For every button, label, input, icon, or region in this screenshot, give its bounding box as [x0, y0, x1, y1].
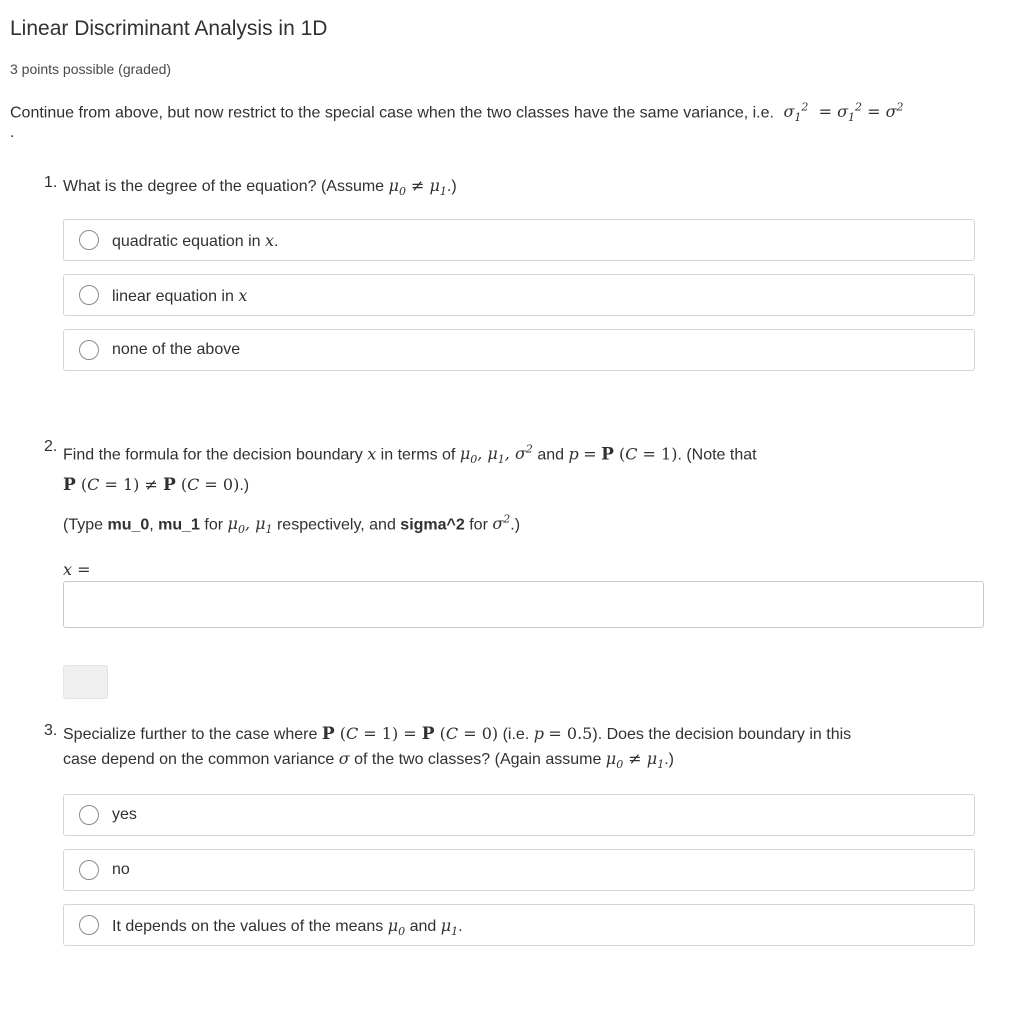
question-1-text: What is the degree of the equation? (Assume	[63, 178, 385, 195]
q2-hint: (Type mu_0, mu_1 for $\mu_0$, $\mu_1$ respectively, and sigma^2 for $\sigma^2$.)	[63, 513, 521, 537]
points-possible: 3 points possible (graded)	[10, 61, 172, 77]
choice-text: linear equation in	[112, 288, 234, 305]
question-text	[63, 722, 963, 777]
formula-mu0-neq-mu1: $\mu_0 \ne \mu_1$	[605, 749, 665, 772]
hint-sigma: sigma^2	[400, 516, 465, 534]
choice-label	[112, 286, 247, 306]
var-x: x	[265, 231, 275, 250]
q3-text-a: Specialize further to the case where	[63, 726, 318, 743]
hint-text: (Type	[63, 516, 104, 534]
var-x: x	[367, 444, 377, 464]
radio-button[interactable]	[79, 805, 99, 825]
question-text	[63, 438, 963, 498]
formula-C-eq-0: (C = 0)	[434, 724, 499, 743]
decision-boundary-input[interactable]	[63, 581, 984, 628]
question-number: 1.	[44, 174, 58, 191]
formula-mu01: $\mu_0$, $\mu_1$	[227, 514, 273, 537]
choice-label	[112, 916, 463, 938]
intro-trailing-dot: .	[10, 124, 15, 141]
var-mu0: $\mu_0$	[387, 916, 406, 939]
formula-mu0-neq-mu1: $\mu_0 \ne \mu_1$	[388, 176, 447, 199]
q2-text-e: .)	[239, 476, 250, 494]
radio-button[interactable]	[79, 230, 99, 250]
question-number: 2.	[44, 438, 58, 455]
choice-text-and: and	[409, 918, 437, 935]
q3-choice-depends[interactable]	[63, 904, 975, 946]
q1-choice-linear[interactable]	[63, 274, 975, 316]
radio-button[interactable]	[79, 285, 99, 305]
choice-suffix: .	[274, 233, 279, 250]
prob-symbol: P	[421, 724, 435, 744]
prob-symbol: P	[162, 474, 176, 495]
choice-label: yes	[112, 806, 137, 823]
choice-text: It depends on the values of the means	[112, 918, 384, 935]
choice-text: quadratic equation in	[112, 233, 261, 250]
q3-choice-no[interactable]	[63, 849, 975, 891]
prob-symbol: P	[601, 444, 614, 465]
question-1-text-end: .)	[446, 178, 457, 195]
prob-symbol: P	[321, 724, 335, 744]
formula-half: = 0.5	[548, 724, 593, 743]
choice-suffix: .	[458, 918, 463, 935]
question-number: 3.	[44, 722, 58, 739]
var-p: p	[533, 724, 544, 743]
formula-C-eq-1: (C = 1)	[613, 444, 678, 464]
var-sigma: σ	[338, 749, 350, 768]
formula-mu-sigma: $\mu_0$, $\mu_1$, $\sigma^2$	[459, 443, 533, 467]
choice-label: none of the above	[112, 341, 241, 358]
problem-intro	[10, 101, 904, 125]
radio-button[interactable]	[79, 915, 99, 935]
choice-label	[112, 231, 279, 251]
q3-text-c: ). Does the decision boundary in this	[592, 726, 852, 743]
question-2	[44, 438, 984, 498]
hint-text: for	[469, 516, 488, 534]
formula-note: (C = 1) ≠	[75, 474, 163, 494]
answer-label: x =	[63, 560, 91, 579]
intro-text: Continue from above, but now restrict to the special case when the two classes have the same variance, i.e.	[10, 104, 774, 122]
q2-text-d: . (Note that	[677, 446, 757, 464]
q1-choice-none[interactable]	[63, 329, 975, 371]
hint-text: respectively, and	[276, 516, 396, 534]
formula-equal-probs: (C = 1) =	[334, 724, 422, 743]
hint-text: for	[204, 516, 224, 534]
hint-mu0: mu_0	[107, 516, 150, 534]
radio-button[interactable]	[79, 860, 99, 880]
q2-text-b: in terms of	[380, 446, 456, 464]
q3-text-d: case depend on the common variance	[63, 751, 335, 768]
formula-C-eq-0: (C = 0)	[175, 474, 240, 494]
hint-mu1: mu_1	[158, 516, 200, 534]
var-x: x	[238, 286, 248, 305]
choice-label: no	[112, 861, 130, 878]
q1-choice-quadratic[interactable]	[63, 219, 975, 261]
q3-choice-yes[interactable]	[63, 794, 975, 836]
equals: =	[583, 444, 597, 464]
var-mu1: $\mu_1$	[440, 916, 459, 939]
intro-formula: $\sigma_1^2 = \sigma_1^2 = \sigma^2$	[778, 101, 904, 125]
question-1	[44, 174, 984, 204]
q3-text-b: (i.e.	[502, 726, 530, 743]
page-title: Linear Discriminant Analysis in 1D	[10, 17, 328, 40]
formula-p-def: p	[568, 444, 579, 464]
q3-text-f: .)	[664, 751, 674, 768]
hint-text: .)	[510, 516, 521, 534]
question-text	[63, 174, 963, 204]
question-3	[44, 722, 984, 782]
q2-text-c: and	[537, 446, 565, 464]
formula-preview	[63, 665, 108, 699]
radio-button[interactable]	[79, 340, 99, 360]
q2-text-a: Find the formula for the decision boundary	[63, 446, 363, 464]
formula-sigma2: $\sigma^2$	[492, 513, 511, 534]
prob-symbol: P	[63, 474, 76, 495]
q3-text-e: of the two classes? (Again assume	[354, 751, 602, 768]
